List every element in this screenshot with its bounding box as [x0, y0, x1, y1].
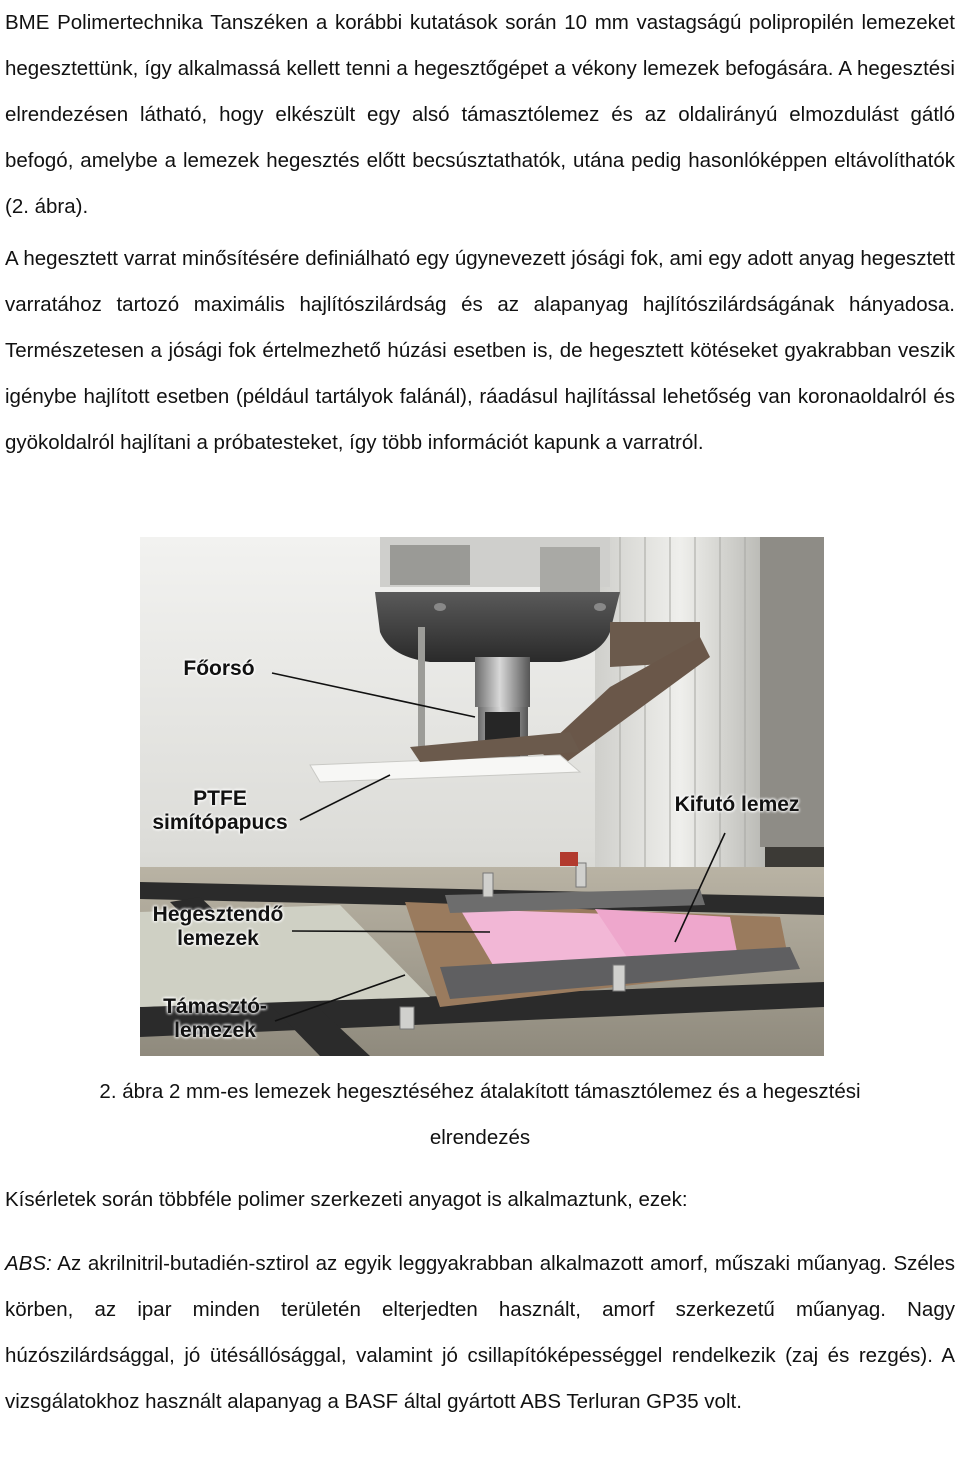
figure-caption-line-2: elrendezés	[429, 1126, 531, 1149]
label-hegesztendo: Hegesztendő lemezek	[152, 903, 284, 950]
label-kifuto: Kifutó lemez	[674, 793, 800, 816]
welding-setup-photo	[140, 537, 824, 1056]
label-ptfe: PTFE simítópapucs	[152, 787, 288, 834]
paragraph-intro: BME Polimertechnika Tanszéken a korábbi kutatások során 10 mm vastagságú polipropilén lemezeket hegesztettünk, így alkalmassá kellett tenni a hegesztőgépet a vékony lemezek befogására. A hegesztési elrendezésen látható, hogy elkészült egy alsó támasztólemez és az oldalirányú elmozdulást gátló befogó, amelybe a lemezek hegesztés előtt becsúsztathatók, utána pedig hasonlóképpen eltávolíthatók (2. ábra).	[5, 11, 955, 218]
paragraph-abs	[5, 1241, 955, 1425]
label-foorso: Főorsó	[183, 657, 255, 680]
abs-description: Az akrilnitril-butadién-sztirol az egyik leggyakrabban alkalmazott amorf, műszaki műanyag. Széles körben, az ipar minden területén elterjedten használt, amorf szerkezetű műanyag. Nagy húzószilárdsággal, jó ütésállósággal, valamint jó csillapítóképességgel rendelkezik (zaj és rezgés). A vizsgálatokhoz használt alapanyag a BASF által gyártott ABS Terluran GP35 volt.	[5, 1252, 955, 1413]
label-tamaszto: Támasztó- lemezek	[163, 995, 267, 1042]
figure-caption-line-1: 2. ábra 2 mm-es lemezek hegesztéséhez átalakított támasztólemez és a hegesztési	[99, 1080, 861, 1103]
paragraph-materials: Kísérletek során többféle polimer szerkezeti anyagot is alkalmaztunk, ezek:	[5, 1188, 688, 1211]
abs-label: ABS:	[5, 1252, 52, 1275]
paragraph-quality-factor: A hegesztett varrat minősítésére definiálható egy úgynevezett jósági fok, ami egy adott anyag hegesztett varratához tartozó maximális hajlítószilárdság és az alapanyag hajlítószilárdságának hányadosa. Természetesen a jósági fok értelmezhető húzási esetben is, de hegesztett kötéseket gyakrabban veszik igénybe hajlított esetben (például tartályok falánál), ráadásul hajlítással lehetőség van koronaoldalról és gyökoldalról hajlítani a próbatesteket, így több információt kapunk a varratról.	[5, 247, 955, 454]
